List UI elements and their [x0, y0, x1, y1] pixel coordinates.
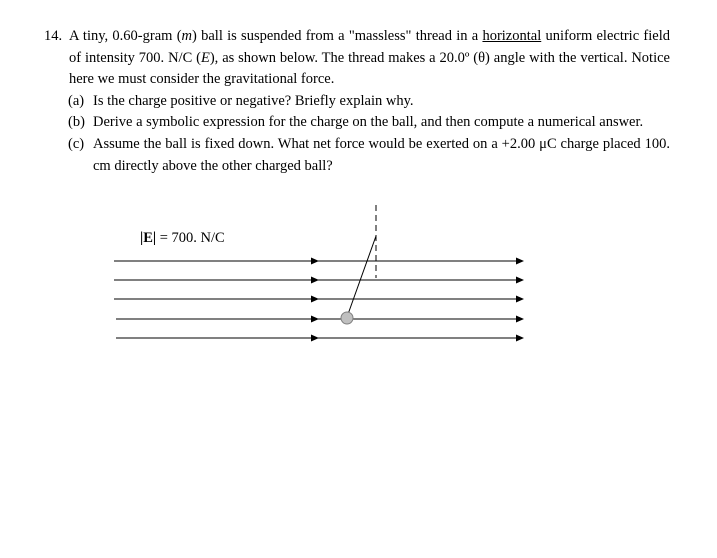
- stem-field-symbol: E: [200, 49, 210, 66]
- problem-stem: [44, 26, 670, 91]
- stem-text-b: ) ball is suspended from a "massless" thread in a: [192, 28, 483, 44]
- stem-mass-symbol: m: [181, 28, 193, 44]
- part-a: [44, 91, 670, 113]
- part-b: [44, 112, 670, 134]
- part-c-text: Assume the ball is fixed down. What net force would be exerted on a +2.00 μC charge placed 100. cm directly above the other charged ball?: [93, 135, 670, 174]
- part-a-label: (a): [68, 92, 85, 109]
- field-magnitude-value: = 700. N/C: [156, 230, 225, 246]
- stem-text-d: ), as shown below. The thread makes a 20.0º (θ) angle with the vertical. Notice here we must consider the gravitational force.: [69, 49, 670, 88]
- part-b-label: (b): [68, 114, 85, 131]
- stem-text-a: A tiny, 0.60-gram (: [69, 28, 182, 44]
- problem-number: 14.: [44, 28, 63, 44]
- part-b-text: Derive a symbolic expression for the charge on the ball, and then compute a numerical answer.: [93, 114, 644, 131]
- thread: [347, 236, 376, 317]
- part-c: [44, 134, 670, 177]
- field-magnitude-symbol: |E|: [140, 230, 157, 246]
- stem-text-c: uniform electric field of intensity 700. N/C (: [69, 28, 670, 66]
- field-diagram: [0, 200, 717, 360]
- part-c-label: (c): [68, 135, 85, 152]
- problem-14: [44, 26, 670, 177]
- part-a-text: Is the charge positive or negative? Briefly explain why.: [93, 92, 414, 109]
- stem-horizontal-word: horizontal: [482, 28, 542, 44]
- field-diagram-svg: [0, 200, 717, 360]
- charged-ball: [341, 312, 353, 324]
- field-magnitude-label: [140, 230, 225, 247]
